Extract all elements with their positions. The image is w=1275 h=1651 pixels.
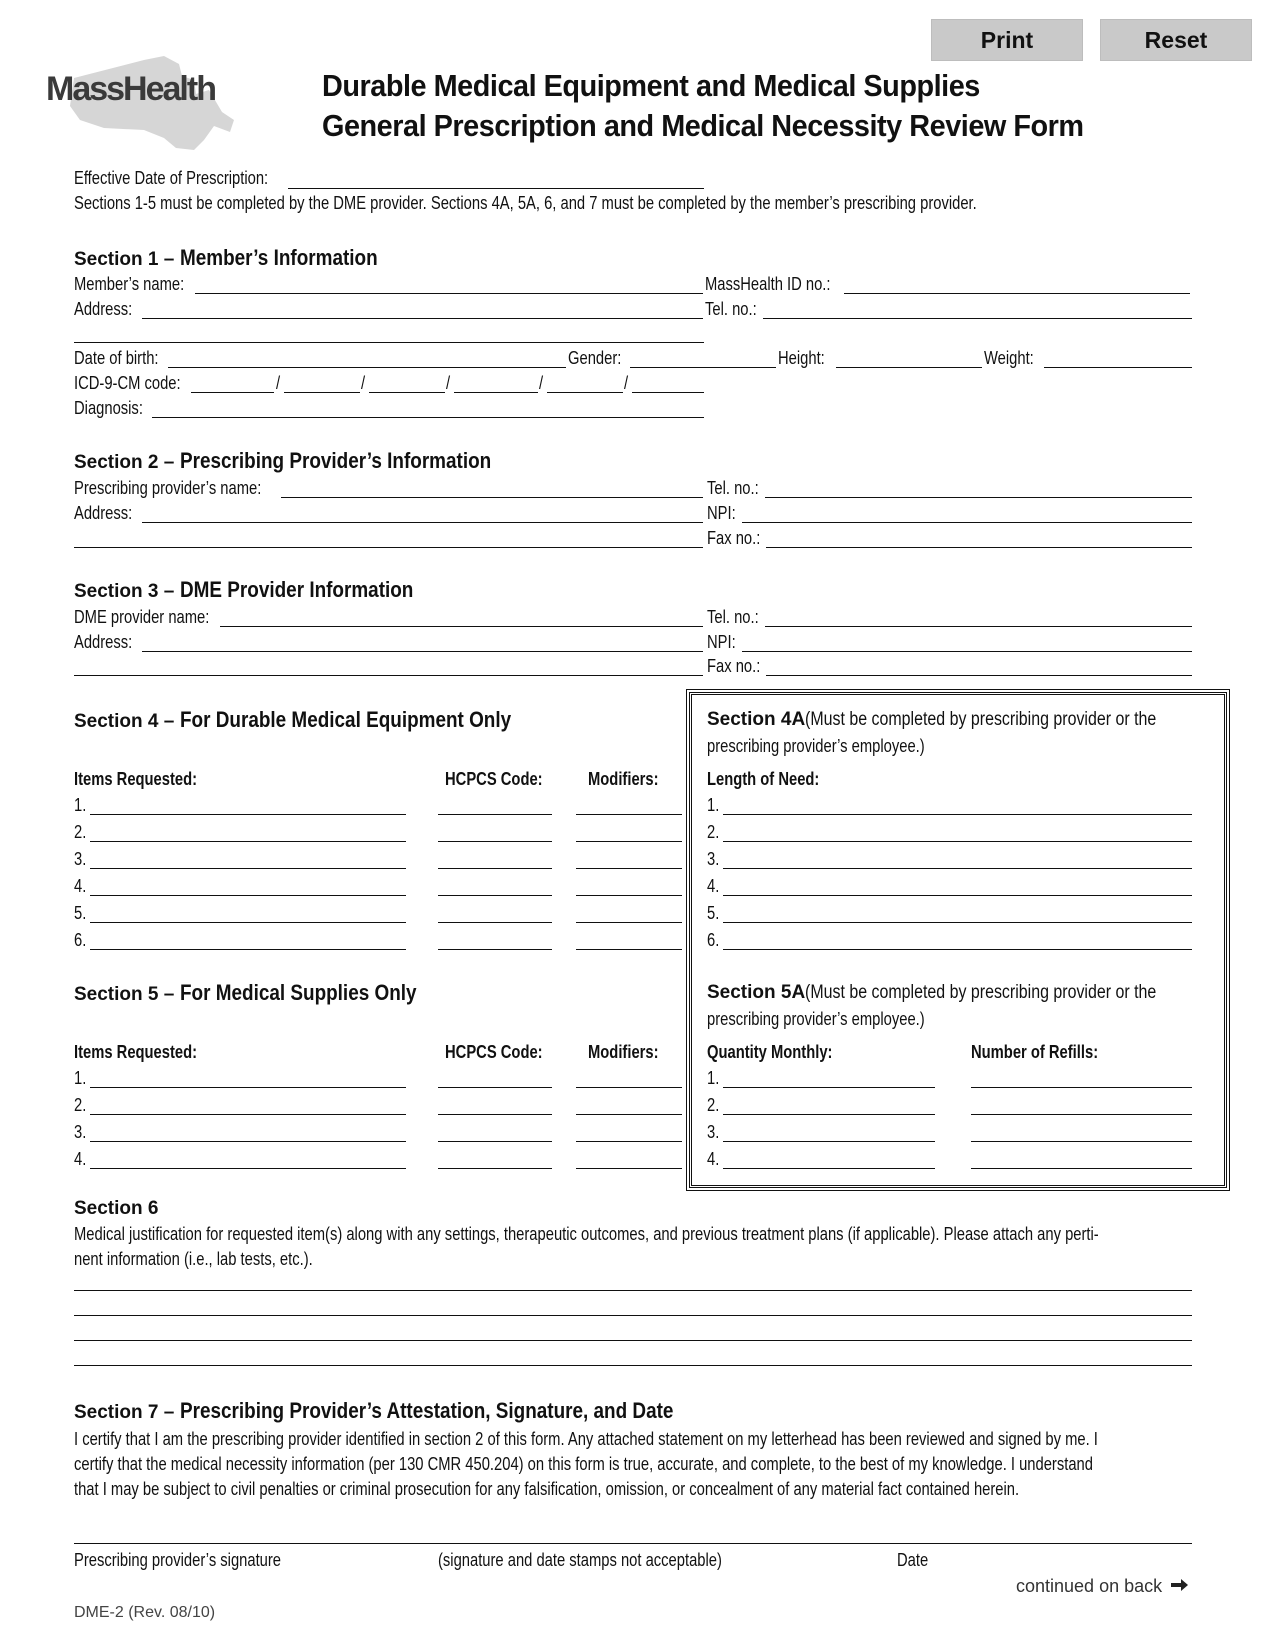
section5-row-number: 3. bbox=[74, 1122, 87, 1142]
section4-row-number: 5. bbox=[74, 903, 87, 923]
dme-address-field-2[interactable] bbox=[74, 675, 703, 676]
section5a-quantity-field[interactable] bbox=[723, 1087, 935, 1088]
section5-row-number: 1. bbox=[74, 1068, 87, 1088]
dme-fax-label: Fax no.: bbox=[707, 656, 761, 676]
section4a-heading: Section 4A(Must be completed by prescribing provider or the bbox=[707, 709, 1157, 730]
section4-modifiers-field[interactable] bbox=[576, 841, 682, 842]
height-field[interactable] bbox=[836, 367, 982, 368]
section5-hcpcs-field[interactable] bbox=[438, 1141, 552, 1142]
effective-date-field[interactable] bbox=[288, 188, 704, 189]
section5a-heading: Section 5A(Must be completed by prescribing provider or the bbox=[707, 982, 1157, 1003]
section7-attestation-line3: that I may be subject to civil penalties or criminal prosecution for any falsification, omission, or concealment of any material fact contained herein. bbox=[74, 1479, 1020, 1499]
section4-modifiers-field[interactable] bbox=[576, 868, 682, 869]
masshealth-logo bbox=[44, 50, 244, 160]
section4-item-field[interactable] bbox=[90, 949, 406, 950]
section5-item-field[interactable] bbox=[90, 1114, 406, 1115]
section5a-row-number: 2. bbox=[707, 1095, 720, 1115]
section5a-row-number: 3. bbox=[707, 1122, 720, 1142]
form-title-line2: General Prescription and Medical Necessity Review Form bbox=[322, 108, 1084, 143]
section5-row-number: 2. bbox=[74, 1095, 87, 1115]
section4-row-number: 6. bbox=[74, 930, 87, 950]
prescriber-name-field[interactable] bbox=[281, 497, 703, 498]
icd-slash: / bbox=[624, 373, 629, 393]
section4-hcpcs-field[interactable] bbox=[438, 841, 552, 842]
section4-row-number: 3. bbox=[74, 849, 87, 869]
prescriber-address-field-2[interactable] bbox=[74, 547, 703, 548]
section5-heading: Section 5 – For Medical Supplies Only bbox=[74, 980, 417, 1005]
section2-heading: Section 2 – Prescribing Provider’s Information bbox=[74, 448, 491, 473]
section4-item-field[interactable] bbox=[90, 841, 406, 842]
icd-field-3[interactable] bbox=[369, 392, 445, 393]
diagnosis-label: Diagnosis: bbox=[74, 398, 143, 418]
reset-button[interactable]: Reset bbox=[1100, 19, 1252, 61]
section7-attestation-line1: I certify that I am the prescribing provider identified in section 2 of this form. Any attached statement on my letterhead has been reviewed and signed by me. I bbox=[74, 1429, 1098, 1449]
prescriber-fax-field[interactable] bbox=[766, 547, 1192, 548]
gender-field[interactable] bbox=[630, 367, 776, 368]
section5-modifiers-field[interactable] bbox=[576, 1141, 682, 1142]
prescriber-address-label: Address: bbox=[74, 503, 133, 523]
print-button[interactable]: Print bbox=[931, 19, 1083, 61]
dme-npi-field[interactable] bbox=[742, 651, 1192, 652]
icd-field-5[interactable] bbox=[547, 392, 623, 393]
section5-hcpcs-header: HCPCS Code: bbox=[445, 1042, 543, 1062]
section5a-refills-field[interactable] bbox=[971, 1168, 1192, 1169]
section4a-length-field[interactable] bbox=[723, 895, 1192, 896]
prescriber-address-field[interactable] bbox=[142, 522, 703, 523]
section5a-refills-header: Number of Refills: bbox=[971, 1042, 1099, 1062]
icd-field-6[interactable] bbox=[632, 392, 704, 393]
section4a-length-field[interactable] bbox=[723, 922, 1192, 923]
continued-on-back: continued on back bbox=[1016, 1576, 1189, 1597]
section4-modifiers-field[interactable] bbox=[576, 949, 682, 950]
section4a-row-number: 5. bbox=[707, 903, 720, 923]
section4-hcpcs-field[interactable] bbox=[438, 949, 552, 950]
icd-slash: / bbox=[361, 373, 366, 393]
section4-hcpcs-field[interactable] bbox=[438, 814, 552, 815]
instructions-text: Sections 1-5 must be completed by the DME provider. Sections 4A, 5A, 6, and 7 must be completed by the member’s prescribing provider. bbox=[74, 193, 977, 213]
section4a-length-field[interactable] bbox=[723, 814, 1192, 815]
section5-row-number: 4. bbox=[74, 1149, 87, 1169]
section5a-quantity-field[interactable] bbox=[723, 1141, 935, 1142]
section4-row-number: 2. bbox=[74, 822, 87, 842]
section4-modifiers-field[interactable] bbox=[576, 895, 682, 896]
masshealth-id-label: MassHealth ID no.: bbox=[705, 274, 831, 294]
section5-hcpcs-field[interactable] bbox=[438, 1114, 552, 1115]
form-id: DME-2 (Rev. 08/10) bbox=[74, 1604, 216, 1621]
section4-item-field[interactable] bbox=[90, 868, 406, 869]
icd-field-4[interactable] bbox=[454, 392, 538, 393]
form-title-line1: Durable Medical Equipment and Medical Supplies bbox=[322, 68, 980, 103]
signature-stamp-note: (signature and date stamps not acceptable) bbox=[438, 1550, 722, 1570]
section4a-length-field[interactable] bbox=[723, 868, 1192, 869]
section4a-note-line2: prescribing provider’s employee.) bbox=[707, 736, 925, 756]
section5-modifiers-header: Modifiers: bbox=[588, 1042, 659, 1062]
icd-slash: / bbox=[446, 373, 451, 393]
section5-item-field[interactable] bbox=[90, 1168, 406, 1169]
section7-attestation-line2: certify that the medical necessity information (per 130 CMR 450.204) on this form is true, accurate, and complete, to the best of my knowledge. I understand bbox=[74, 1454, 1093, 1474]
signature-field[interactable] bbox=[74, 1543, 1192, 1544]
icd-field-1[interactable] bbox=[191, 392, 274, 393]
section5a-quantity-header: Quantity Monthly: bbox=[707, 1042, 833, 1062]
section4a-row-number: 6. bbox=[707, 930, 720, 950]
icd-field-2[interactable] bbox=[284, 392, 360, 393]
section4a-length-header: Length of Need: bbox=[707, 769, 820, 789]
section5a-refills-field[interactable] bbox=[971, 1087, 1192, 1088]
icd-label: ICD-9-CM code: bbox=[74, 373, 181, 393]
date-label: Date bbox=[897, 1550, 929, 1570]
section5-hcpcs-field[interactable] bbox=[438, 1087, 552, 1088]
section4-row-number: 1. bbox=[74, 795, 87, 815]
weight-label: Weight: bbox=[984, 348, 1034, 368]
masshealth-id-field[interactable] bbox=[844, 293, 1190, 294]
effective-date-label: Effective Date of Prescription: bbox=[74, 168, 269, 188]
gender-label: Gender: bbox=[568, 348, 622, 368]
section4-hcpcs-field[interactable] bbox=[438, 895, 552, 896]
section4-item-field[interactable] bbox=[90, 895, 406, 896]
prescriber-npi-field[interactable] bbox=[742, 522, 1192, 523]
section5a-refills-field[interactable] bbox=[971, 1141, 1192, 1142]
section5-items-header: Items Requested: bbox=[74, 1042, 198, 1062]
section4-hcpcs-header: HCPCS Code: bbox=[445, 769, 543, 789]
section5a-note-line2: prescribing provider’s employee.) bbox=[707, 1009, 925, 1029]
section4-hcpcs-field[interactable] bbox=[438, 868, 552, 869]
member-name-label: Member’s name: bbox=[74, 274, 185, 294]
section5a-quantity-field[interactable] bbox=[723, 1114, 935, 1115]
dme-fax-field[interactable] bbox=[766, 675, 1192, 676]
dme-name-label: DME provider name: bbox=[74, 607, 210, 627]
section4-item-field[interactable] bbox=[90, 922, 406, 923]
diagnosis-field[interactable] bbox=[152, 417, 704, 418]
dme-address-label: Address: bbox=[74, 632, 133, 652]
section1-heading: Section 1 – Member’s Information bbox=[74, 245, 378, 270]
dme-tel-field[interactable] bbox=[765, 626, 1192, 627]
icd-slash: / bbox=[539, 373, 544, 393]
dob-label: Date of birth: bbox=[74, 348, 159, 368]
section4-hcpcs-field[interactable] bbox=[438, 922, 552, 923]
member-address-field[interactable] bbox=[142, 318, 703, 319]
section5-modifiers-field[interactable] bbox=[576, 1168, 682, 1169]
prescriber-fax-label: Fax no.: bbox=[707, 528, 761, 548]
prescriber-tel-field[interactable] bbox=[765, 497, 1192, 498]
section4a-length-field[interactable] bbox=[723, 841, 1192, 842]
section4-modifiers-field[interactable] bbox=[576, 922, 682, 923]
section6-justification-line[interactable] bbox=[74, 1365, 1192, 1366]
section7-heading: Section 7 – Prescribing Provider’s Attestation, Signature, and Date bbox=[74, 1398, 674, 1423]
section4a-length-field[interactable] bbox=[723, 949, 1192, 950]
section6-justification-line[interactable] bbox=[74, 1290, 1192, 1291]
section4-modifiers-field[interactable] bbox=[576, 814, 682, 815]
section6-text-line2: nent information (i.e., lab tests, etc.). bbox=[74, 1249, 313, 1269]
weight-field[interactable] bbox=[1044, 367, 1192, 368]
arrow-right-icon bbox=[1171, 1576, 1189, 1597]
section5-item-field[interactable] bbox=[90, 1087, 406, 1088]
member-name-field[interactable] bbox=[195, 293, 703, 294]
prescriber-name-label: Prescribing provider’s name: bbox=[74, 478, 262, 498]
dme-address-field[interactable] bbox=[142, 651, 703, 652]
section6-justification-line[interactable] bbox=[74, 1315, 1192, 1316]
section4a-row-number: 2. bbox=[707, 822, 720, 842]
section5a-row-number: 1. bbox=[707, 1068, 720, 1088]
height-label: Height: bbox=[778, 348, 825, 368]
section4a-row-number: 4. bbox=[707, 876, 720, 896]
section5-item-field[interactable] bbox=[90, 1141, 406, 1142]
dme-tel-label: Tel. no.: bbox=[707, 607, 759, 627]
member-tel-field[interactable] bbox=[763, 318, 1192, 319]
section5a-quantity-field[interactable] bbox=[723, 1168, 935, 1169]
signature-label: Prescribing provider’s signature bbox=[74, 1550, 282, 1570]
section4-heading: Section 4 – For Durable Medical Equipment Only bbox=[74, 707, 511, 732]
section4a-row-number: 1. bbox=[707, 795, 720, 815]
section3-heading: Section 3 – DME Provider Information bbox=[74, 577, 413, 602]
logo-text: MassHealth bbox=[46, 70, 215, 108]
section4a-row-number: 3. bbox=[707, 849, 720, 869]
member-tel-label: Tel. no.: bbox=[705, 299, 757, 319]
section5-modifiers-field[interactable] bbox=[576, 1114, 682, 1115]
icd-slash: / bbox=[276, 373, 281, 393]
section5a-refills-field[interactable] bbox=[971, 1114, 1192, 1115]
prescriber-npi-label: NPI: bbox=[707, 503, 736, 523]
dob-field[interactable] bbox=[168, 367, 566, 368]
section5-modifiers-field[interactable] bbox=[576, 1087, 682, 1088]
section4-modifiers-header: Modifiers: bbox=[588, 769, 659, 789]
section6-justification-line[interactable] bbox=[74, 1340, 1192, 1341]
dme-name-field[interactable] bbox=[220, 626, 703, 627]
section4-items-header: Items Requested: bbox=[74, 769, 198, 789]
section6-text-line1: Medical justification for requested item(s) along with any settings, therapeutic outcomes, and previous treatment plans (if applicable). Please attach any perti- bbox=[74, 1224, 1099, 1244]
member-address-label: Address: bbox=[74, 299, 133, 319]
dme-npi-label: NPI: bbox=[707, 632, 736, 652]
section4-item-field[interactable] bbox=[90, 814, 406, 815]
member-address-field-2[interactable] bbox=[74, 342, 704, 343]
section6-heading: Section 6 bbox=[74, 1198, 159, 1219]
section5-hcpcs-field[interactable] bbox=[438, 1168, 552, 1169]
prescriber-tel-label: Tel. no.: bbox=[707, 478, 759, 498]
section4-row-number: 4. bbox=[74, 876, 87, 896]
section5a-row-number: 4. bbox=[707, 1149, 720, 1169]
